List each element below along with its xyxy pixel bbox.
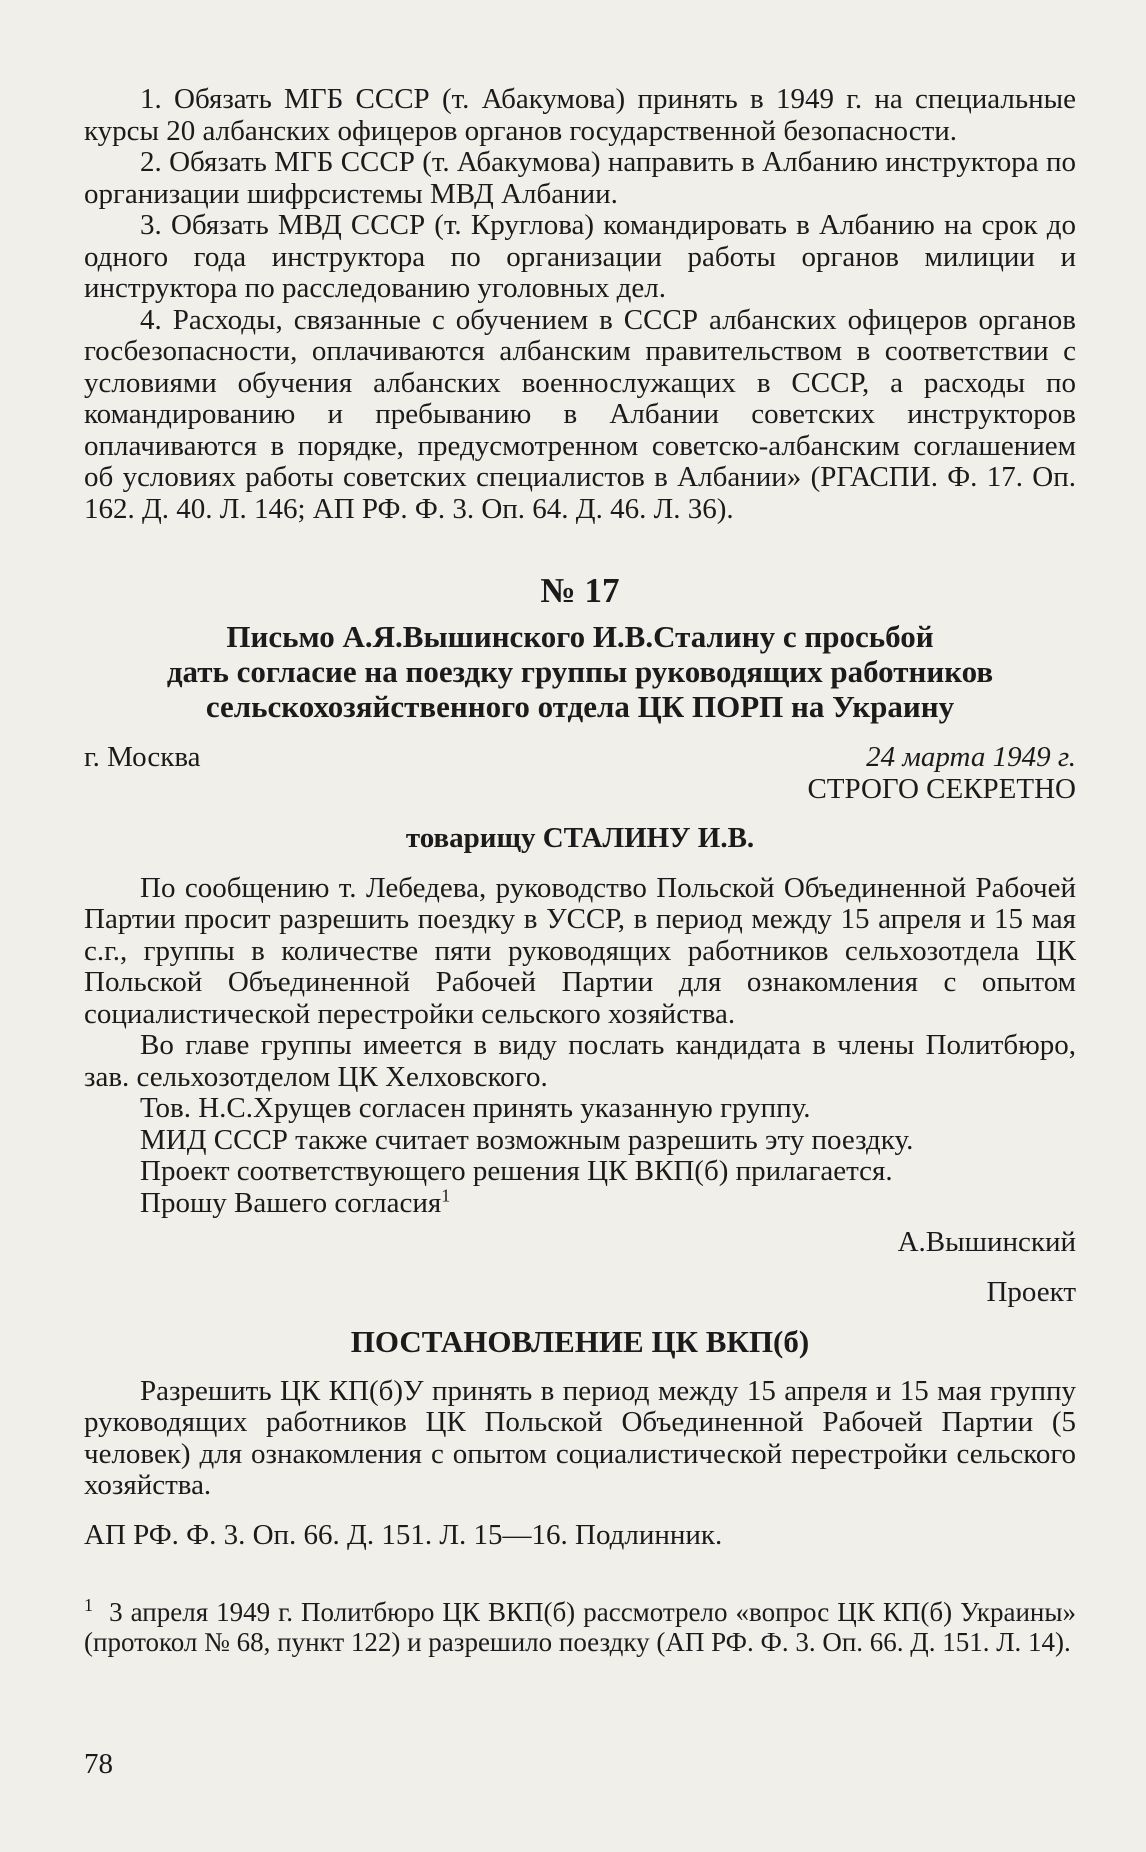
document-title-line-2: дать согласие на поездку группы руководящих работников — [166, 654, 994, 689]
classification: СТРОГО СЕКРЕТНО — [807, 772, 1076, 805]
place-date-row — [84, 742, 1076, 774]
document-page — [84, 84, 1076, 1657]
page-number: 78 — [84, 1748, 113, 1780]
closing-request: Прошу Вашего согласия — [140, 1186, 442, 1219]
letter-paragraph-3: Тов. Н.С.Хрущев согласен принять указанную группу. — [140, 1092, 811, 1124]
footnote — [84, 1597, 1076, 1657]
footnote-marker: 1 — [84, 1595, 93, 1615]
source-reference: АП РФ. Ф. 3. Оп. 66. Д. 151. Л. 15—16. Подлинник. — [84, 1518, 723, 1551]
decree-title: ПОСТАНОВЛЕНИЕ ЦК ВКП(б) — [350, 1324, 810, 1359]
place: г. Москва — [84, 741, 201, 773]
closing-request-paragraph — [84, 1184, 1076, 1220]
letter-paragraph-2: Во главе группы имеется в виду послать кандидата в члены Политбюро, зав. сельхозотделом ЦК Хелховского. — [84, 1029, 1076, 1093]
letter-paragraph-1: По сообщению т. Лебедева, руководство Польской Объединенной Рабочей Партии просит разрешить поездку в УССР, в период между 15 апреля и 15 мая с.г., группы в количестве пяти руководящих работников сельхозотдела ЦК Польской Объединенной Рабочей Партии для ознакомления с опытом социалистической перестройки сельского хозяйства. — [84, 871, 1076, 1030]
document-title-line-3: сельскохозяйственного отдела ЦК ПОРП на Украину — [205, 689, 955, 724]
document-title-line-1: Письмо А.Я.Вышинского И.В.Сталину с просьбой — [226, 619, 934, 654]
draft-label: Проект — [986, 1275, 1076, 1308]
footnote-text: 3 апреля 1949 г. Политбюро ЦК ВКП(б) рассмотрело «вопрос ЦК КП(б) Украины» (протокол № 68, пункт 122) и разрешило поездку (АП РФ. Ф. 3. Оп. 66. Д. 151. Л. 14). — [84, 1597, 1076, 1657]
intro-paragraph-3: 3. Обязать МВД СССР (т. Круглова) командировать в Албанию на срок до одного года инструктора по организации работы органов милиции и инструктора по расследованию уголовных дел. — [84, 209, 1076, 304]
letter-paragraph-4: МИД СССР также считает возможным разрешить эту поездку. — [140, 1123, 914, 1156]
signature: А.Вышинский — [897, 1226, 1076, 1258]
letter-paragraph-5: Проект соответствующего решения ЦК ВКП(б) прилагается. — [140, 1155, 893, 1187]
date: 24 марта 1949 г. — [866, 741, 1076, 773]
footnote-reference: 1 — [441, 1184, 451, 1205]
document-number: № 17 — [540, 571, 620, 610]
decree-text: Разрешить ЦК КП(б)У принять в период между 15 апреля и 15 мая группу руководящих работников ЦК Польской Объединенной Рабочей Партии (5 человек) для ознакомления с опытом социалистической перестройки сельского хозяйства. — [84, 1374, 1076, 1501]
intro-paragraph-4: 4. Расходы, связанные с обучением в СССР албанских офицеров органов госбезопасности, оплачиваются албанским правительством в соответствии с условиями обучения албанских военнослужащих в СССР, а расходы по командированию и пребыванию в Албании советских инструкторов оплачиваются в порядке, предусмотренном советско-албанским соглашением об условиях работы советских специалистов в Албании» (РГАСПИ. Ф. 17. Оп. 162. Д. 40. Л. 146; АП РФ. Ф. 3. Оп. 64. Д. 46. Л. 36). — [84, 303, 1076, 525]
intro-paragraph-1: 1. Обязать МГБ СССР (т. Абакумова) принять в 1949 г. на специальные курсы 20 албанских офицеров органов государственной безопасности. — [84, 83, 1076, 147]
intro-paragraph-2: 2. Обязать МГБ СССР (т. Абакумова) направить в Албанию инструктора по организации шифрсистемы МВД Албании. — [84, 146, 1076, 210]
addressee: товарищу СТАЛИНУ И.В. — [405, 822, 755, 854]
